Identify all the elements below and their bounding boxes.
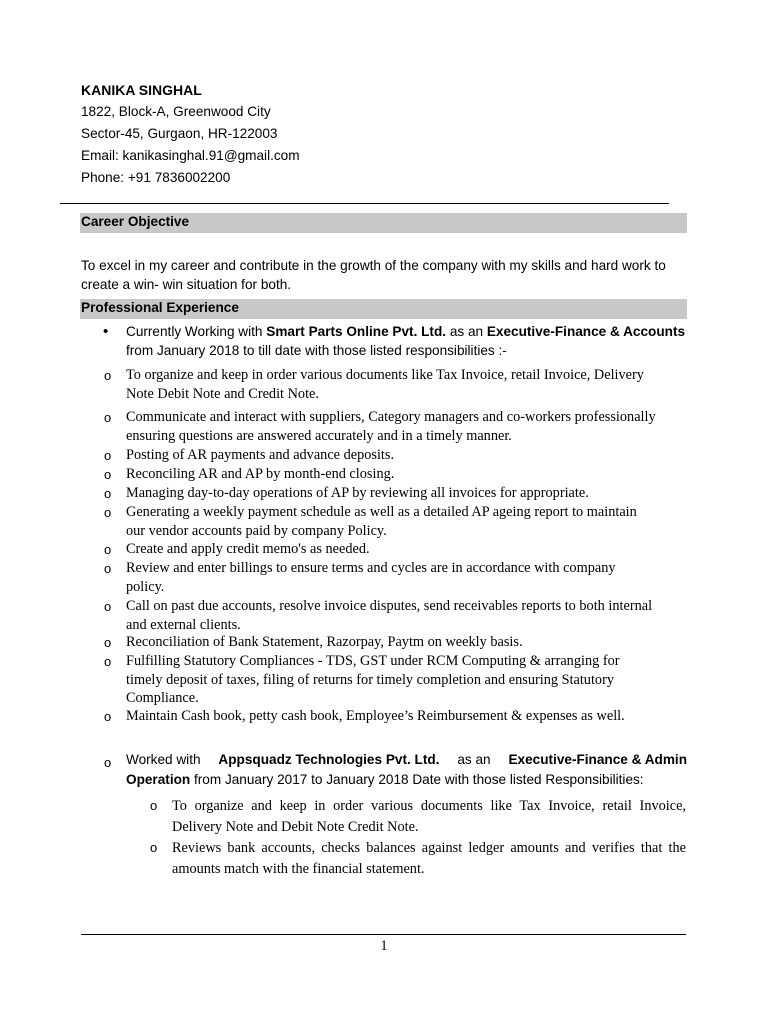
list-item-line: Reviews bank accounts, checks balances against ledger amounts and verifies that the <box>172 840 686 856</box>
list-item-line: Reconciling AR and AP by month-end closing. <box>126 466 395 482</box>
list-item-line: To organize and keep in order various documents like Tax Invoice, retail Invoice, Delivery <box>126 367 644 383</box>
list-item <box>126 707 625 726</box>
list-item-line: Posting of AR payments and advance deposits. <box>126 447 395 463</box>
phone-line: Phone: +91 7836002200 <box>81 170 231 185</box>
list-item-line: Generating a weekly payment schedule as well as a detailed AP ageing report to maintain <box>126 504 637 520</box>
list-item <box>172 838 686 880</box>
list-item-line: Compliance. <box>126 690 199 706</box>
list-item-line: our vendor accounts paid by company Policy. <box>126 522 387 539</box>
objective-line-1: To excel in my career and contribute in the growth of the company with my skills and hard work to <box>81 258 666 273</box>
list-marker: o <box>104 368 112 383</box>
career-objective-text <box>81 258 687 292</box>
job2-intro-line-1: Worked with Appsquadz Technologies Pvt. Ltd. as an Executive-Finance & Admin <box>126 752 687 767</box>
list-item-line: Create and apply credit memo's as needed. <box>126 541 370 557</box>
list-marker: o <box>104 561 112 576</box>
candidate-name: KANIKA SINGHAL <box>81 82 202 98</box>
list-item-line: ensuring questions are answered accurately and in a timely manner. <box>126 427 512 444</box>
list-item <box>126 503 637 540</box>
list-marker: o <box>104 654 112 669</box>
list-marker: o <box>104 599 112 614</box>
list-marker: o <box>104 486 112 501</box>
job2-role-part1: Executive-Finance & Admin <box>508 752 687 767</box>
list-marker: o <box>150 798 158 813</box>
list-marker: o <box>150 840 158 855</box>
list-item <box>126 446 394 465</box>
list-item <box>126 484 589 503</box>
list-item <box>126 540 370 559</box>
list-item <box>126 597 652 634</box>
page-number: 1 <box>380 938 388 954</box>
list-item-line: timely deposit of taxes, filing of returns for timely completion and ensuring Statutory <box>126 671 614 688</box>
address-line-1: 1822, Block-A, Greenwood City <box>81 104 271 119</box>
professional-experience-heading <box>80 299 687 319</box>
career-objective-heading <box>80 213 687 233</box>
career-objective-title: Career Objective <box>81 214 190 229</box>
list-item <box>126 408 656 445</box>
list-item <box>126 652 620 708</box>
job1-role: Executive-Finance & Accounts <box>486 324 686 339</box>
list-item-line: Reconciliation of Bank Statement, Razorpay, Paytm on weekly basis. <box>126 634 523 650</box>
email-line: Email: kanikasinghal.91@gmail.com <box>81 148 300 163</box>
header-divider <box>60 203 669 204</box>
objective-line-2: create a win- win situation for both. <box>81 277 292 292</box>
list-marker: o <box>104 410 112 425</box>
list-item-line: Call on past due accounts, resolve invoice disputes, send receivables reports to both internal <box>126 598 653 614</box>
list-item-line: Review and enter billings to ensure terms and cycles are in accordance with company <box>126 560 616 576</box>
professional-experience-title: Professional Experience <box>81 300 239 315</box>
list-marker: o <box>104 448 112 463</box>
list-marker: o <box>104 635 112 650</box>
job2-company: Appsquadz Technologies Pvt. Ltd. <box>218 752 440 767</box>
list-item-line: Delivery Note and Debit Note Credit Note. <box>172 819 419 835</box>
list-item-line: Managing day-to-day operations of AP by reviewing all invoices for appropriate. <box>126 485 589 501</box>
list-item <box>126 366 644 403</box>
job1-intro <box>126 324 688 358</box>
list-marker: o <box>104 709 112 724</box>
list-marker: o <box>104 542 112 557</box>
list-item-line: To organize and keep in order various documents like Tax Invoice, retail Invoice, <box>172 798 686 814</box>
list-item-line: policy. <box>126 578 165 595</box>
address-line-2: Sector-45, Gurgaon, HR-122003 <box>81 126 278 141</box>
job1-intro-line-2: from January 2018 to till date with those listed responsibilities :- <box>126 343 507 358</box>
job2-intro <box>126 752 687 787</box>
list-item <box>126 559 616 596</box>
list-item <box>126 465 394 484</box>
list-marker: o <box>104 505 112 520</box>
list-item-line: Communicate and interact with suppliers, Category managers and co-workers professionally <box>126 409 656 425</box>
list-marker: o <box>104 467 112 482</box>
job1-company: Smart Parts Online Pvt. Ltd. <box>266 324 447 339</box>
bullet-marker: • <box>103 323 109 340</box>
list-item-line: and external clients. <box>126 616 241 633</box>
list-marker: o <box>104 755 112 770</box>
job2-intro-line-2: Operation from January 2017 to January 2018 Date with those listed Responsibilities: <box>126 772 644 787</box>
list-item <box>126 633 523 652</box>
job2-role-part2: Operation <box>126 772 191 787</box>
list-item-line: Note Debit Note and Credit Note. <box>126 385 319 402</box>
list-item-line: Maintain Cash book, petty cash book, Employee’s Reimbursement & expenses as well. <box>126 708 625 724</box>
list-item-line: Fulfilling Statutory Compliances - TDS, GST under RCM Computing & arranging for <box>126 653 620 669</box>
footer-divider <box>81 934 686 935</box>
job1-intro-line-1: Currently Working with Smart Parts Online Pvt. Ltd. as an Executive-Finance & Accounts <box>126 324 686 339</box>
list-item <box>172 796 686 838</box>
list-item-line: amounts match with the financial statement. <box>172 861 425 877</box>
